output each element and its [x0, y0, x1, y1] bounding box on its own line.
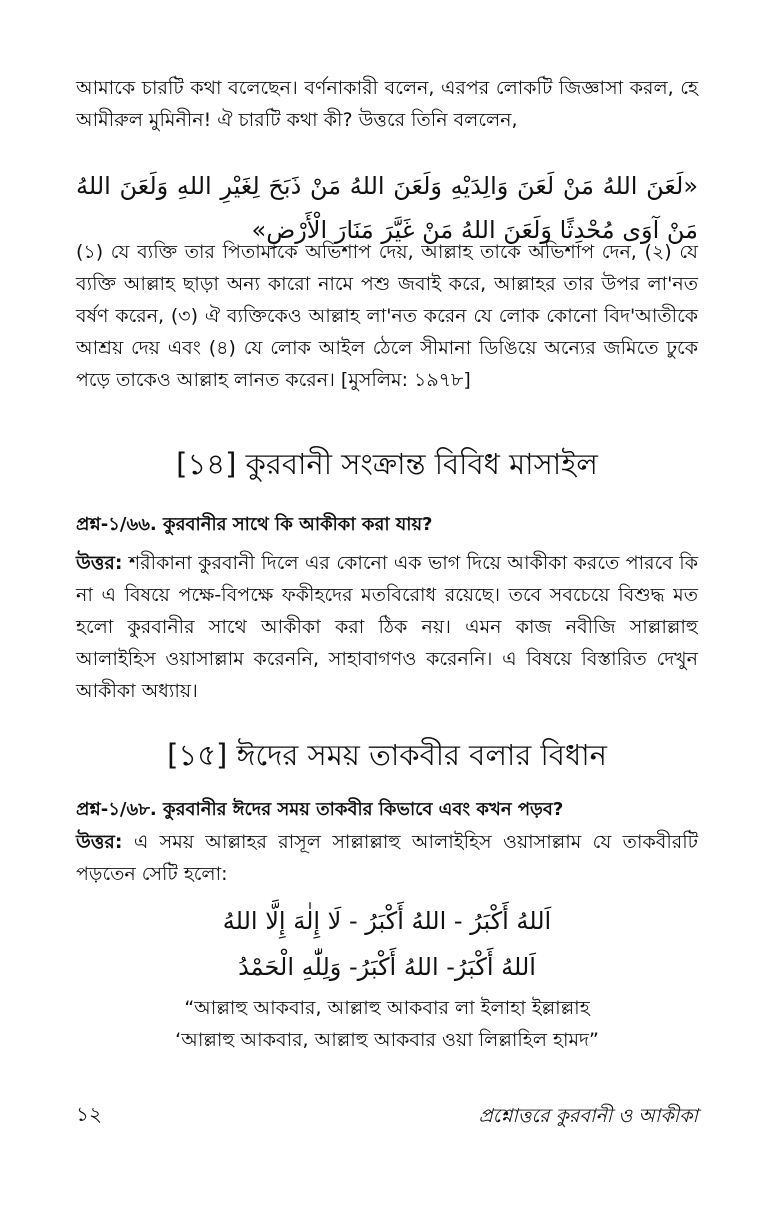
- answer-text: এ সময় আল্লাহর রাসূল সাল্লাল্লাহু আলাইহিস ওয়াসাল্লাম যে তাকবীরটি পড়তেন সেটি হলো:: [76, 831, 698, 885]
- question-68: প্রশ্ন-১/৬৮. কুরবানীর ঈদের সময় তাকবীর কিভাবে এবং কখন পড়ব?: [76, 799, 564, 820]
- intro-paragraph: আমাকে চারটি কথা বলেছেন। বর্ণনাকারী বলেন, এরপর লোকটি জিজ্ঞাসা করল, হে আমীরুল মুমিনীন! ঐ চারটি কথা কী? উত্তরে তিনি বললেন,: [76, 77, 698, 131]
- page-number: ১২: [76, 1102, 102, 1126]
- takbir-bangla-line: “আল্লাহু আকবার, আল্লাহু আকবার লা ইলাহা ইল্লাল্লাহ: [184, 997, 590, 1019]
- takbir-bangla: [76, 992, 698, 1056]
- answer-68: [76, 826, 698, 890]
- takbir-bangla-line: ‘আল্লাহু আকবার, আল্লাহু আকবার ওয়া লিল্লাহিল হামদ”: [175, 1029, 599, 1051]
- answer-66: [76, 547, 698, 707]
- hadith-translation: (১) যে ব্যক্তি তার পিতামাকে অভিশাপ দেয়, আল্লাহ তাকে অভিশাপ দেন, (২) যে ব্যক্তি আল্লাহ ছাড়া অন্য কারো নামে পশু জবাই করে, আল্লাহর তার উপর লা'নত বর্ষণ করেন, (৩) ঐ ব্যক্তিকেও আল্লাহ লা'নত করেন যে লোক কোনো বিদ'আতীকে আশ্রয় দেয় এবং (৪) যে লোক আইল ঠেলে সীমানা ডিঙিয়ে অন্যের জমিতে ঢুকে পড়ে তাকেও আল্লাহ লানত করেন। [মুসলিম: ১৯৭৮]: [76, 241, 698, 391]
- answer-label: উত্তর:: [76, 552, 123, 574]
- takbir-arabic-line: اَللهُ أَكْبَرُ - اللهُ أَكْبَرُ - لَا إِلٰهَ إِلَّا اللهُ: [222, 907, 552, 935]
- section-heading-15: [১৫] ঈদের সময় তাকবীর বলার বিধান: [167, 738, 607, 772]
- takbir-arabic: [76, 898, 698, 990]
- answer-text: শরীকানা কুরবানী দিলে এর কোনো এক ভাগ দিয়ে আকীকা করতে পারবে কি না এ বিষয়ে পক্ষে-বিপক্ষে ফকীহদের মতবিরোধ রয়েছে। তবে সবচেয়ে বিশুদ্ধ মত হলো কুরবানীর সাথে আকীকা করা ঠিক নয়। এমন কাজ নবীজি সাল্লাল্লাহু আলাইহিস ওয়াসাল্লাম করেননি, সাহাবাগণও করেননি। এ বিষয়ে বিস্তারিত দেখুন আকীকা অধ্যায়।: [76, 552, 698, 702]
- question-66: প্রশ্ন-১/৬৬. কুরবানীর সাথে কি আকীকা করা যায়?: [76, 514, 433, 535]
- answer-label: উত্তর:: [76, 831, 123, 853]
- section-heading-14: [১৪] কুরবানী সংক্রান্ত বিবিধ মাসাইল: [176, 447, 598, 481]
- takbir-arabic-line: اَللهُ أَكْبَرُ- اللهُ أَكْبَرُ- وَلِلّٰهِ الْحَمْدُ: [238, 953, 536, 981]
- running-footer-title: প্রশ্নোত্তরে কুরবানী ও আকীকা: [478, 1105, 698, 1127]
- hadith-arabic-text: «لَعَنَ اللهُ مَنْ لَعَنَ وَالِدَيْهِ وَلَعَنَ اللهُ مَنْ ذَبَحَ لِغَيْرِ اللهِ وَلَعَنَ اللهُ مَنْ آوَى مُحْدِثًا وَلَعَنَ اللهُ مَنْ غَيَّرَ مَنَارَ الْأَرْضِ»: [76, 172, 698, 244]
